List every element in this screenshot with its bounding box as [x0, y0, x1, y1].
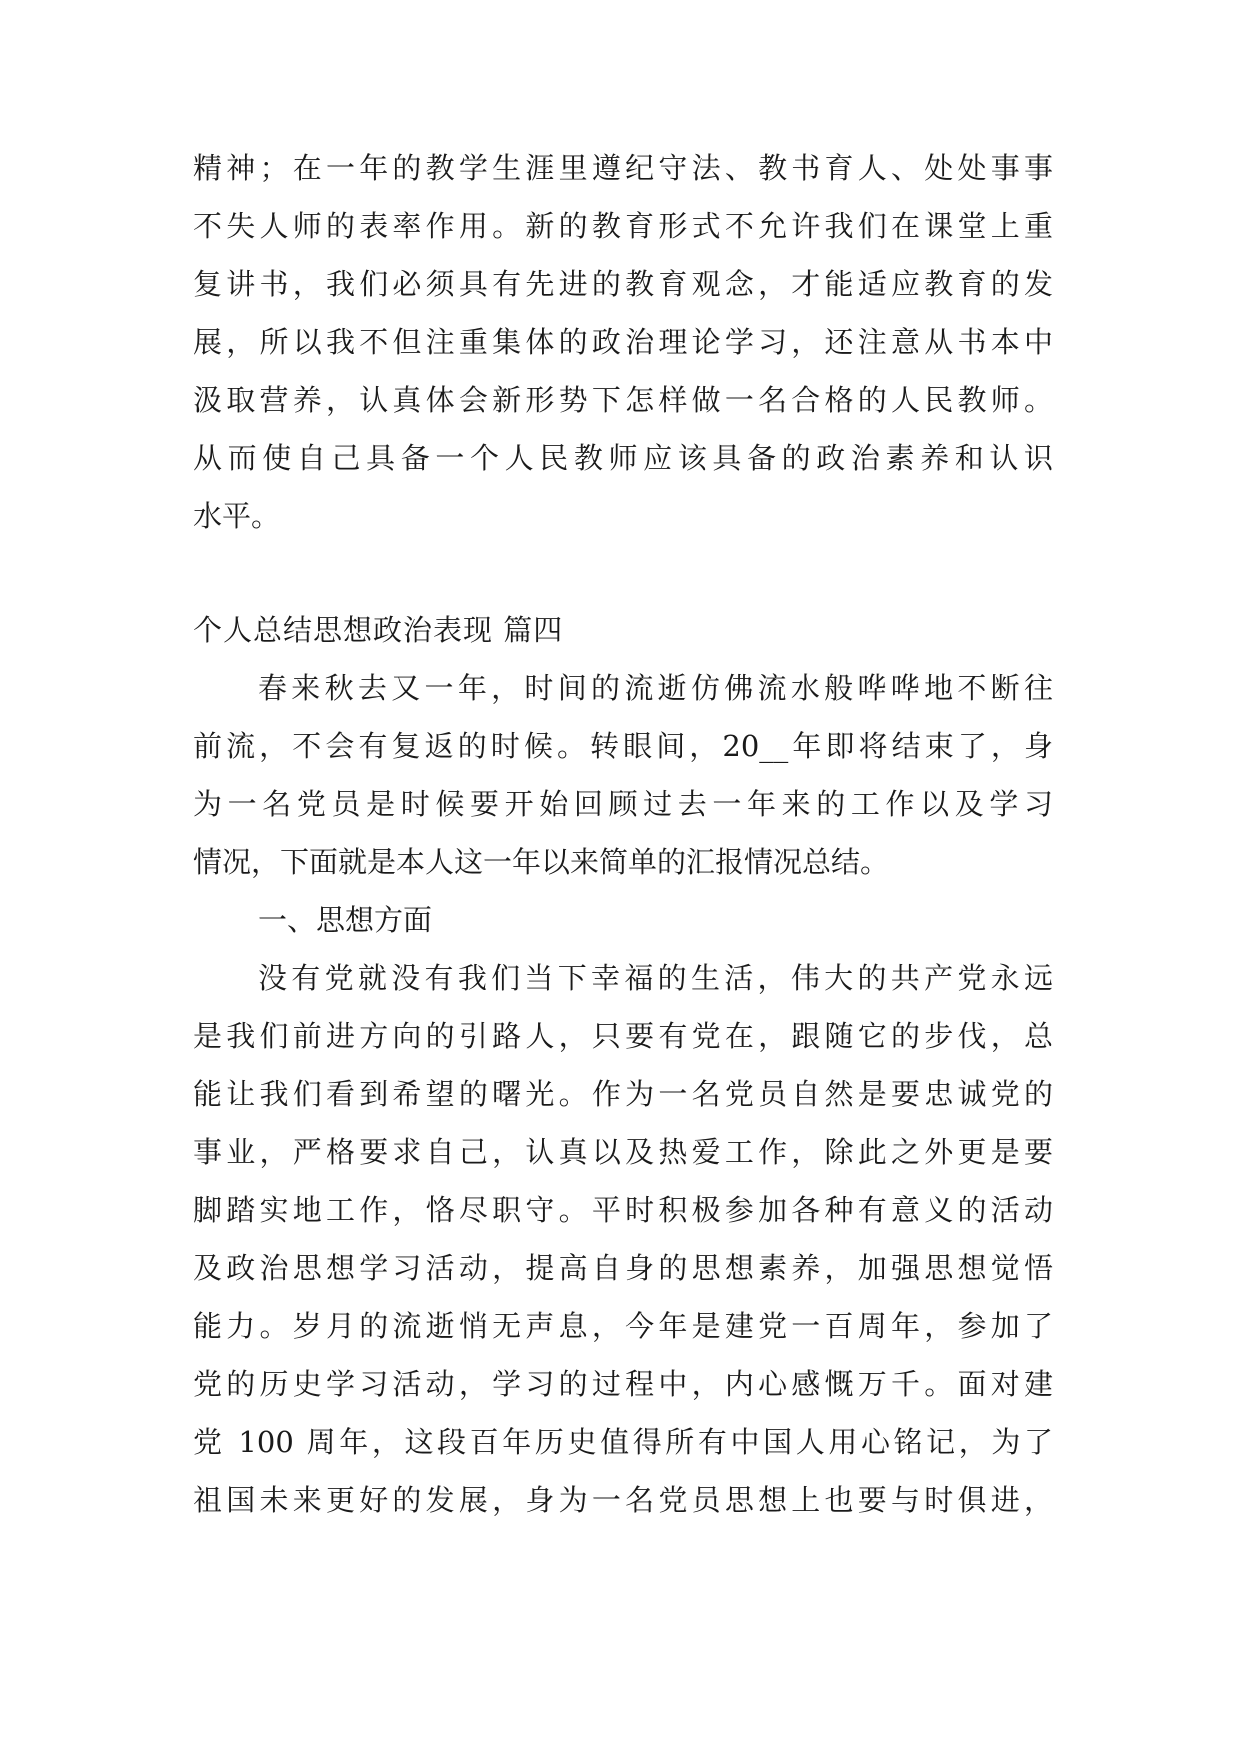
paragraph-line: 水平。 — [193, 499, 281, 533]
paragraph-line: 没有党就没有我们当下幸福的生活，伟大的共产党永远 — [258, 961, 1053, 995]
paragraph-line: 复讲书，我们必须具有先进的教育观念，才能适应教育的发 — [193, 267, 1053, 301]
paragraph-line: 及政治思想学习活动，提高自身的思想素养，加强思想觉悟 — [193, 1251, 1053, 1285]
paragraph-line: 党 100 周年，这段百年历史值得所有中国人用心铭记，为了 — [193, 1425, 1053, 1459]
paragraph-line: 事业，严格要求自己，认真以及热爱工作，除此之外更是要 — [193, 1135, 1053, 1169]
paragraph-line: 能力。岁月的流逝悄无声息，今年是建党一百周年，参加了 — [193, 1309, 1053, 1343]
paragraph-line: 为一名党员是时候要开始回顾过去一年来的工作以及学习 — [193, 787, 1053, 821]
paragraph-line: 精神；在一年的教学生涯里遵纪守法、教书育人、处处事事 — [193, 151, 1053, 185]
paragraph-line: 是我们前进方向的引路人，只要有党在，跟随它的步伐，总 — [193, 1019, 1053, 1053]
paragraph-line: 祖国未来更好的发展，身为一名党员思想上也要与时俱进， — [193, 1483, 1053, 1517]
paragraph-line: 汲取营养，认真体会新形势下怎样做一名合格的人民教师。 — [193, 383, 1053, 417]
paragraph-line: 能让我们看到希望的曙光。作为一名党员自然是要忠诚党的 — [193, 1077, 1053, 1111]
section-heading: 个人总结思想政治表现 篇四 — [193, 613, 564, 647]
paragraph-line: 从而使自己具备一个人民教师应该具备的政治素养和认识 — [193, 441, 1053, 475]
paragraph-line: 党的历史学习活动，学习的过程中，内心感慨万千。面对建 — [193, 1367, 1053, 1401]
paragraph-line: 情况，下面就是本人这一年以来简单的汇报情况总结。 — [193, 845, 890, 879]
paragraph-line: 脚踏实地工作，恪尽职守。平时积极参加各种有意义的活动 — [193, 1193, 1053, 1227]
paragraph-line: 前流，不会有复返的时候。转眼间，20__年即将结束了，身 — [193, 729, 1053, 763]
paragraph-line: 春来秋去又一年，时间的流逝仿佛流水般哗哗地不断往 — [258, 671, 1053, 705]
paragraph-line: 不失人师的表率作用。新的教育形式不允许我们在课堂上重 — [193, 209, 1053, 243]
paragraph-line: 展，所以我不但注重集体的政治理论学习，还注意从书本中 — [193, 325, 1053, 359]
subheading: 一、思想方面 — [258, 903, 433, 937]
